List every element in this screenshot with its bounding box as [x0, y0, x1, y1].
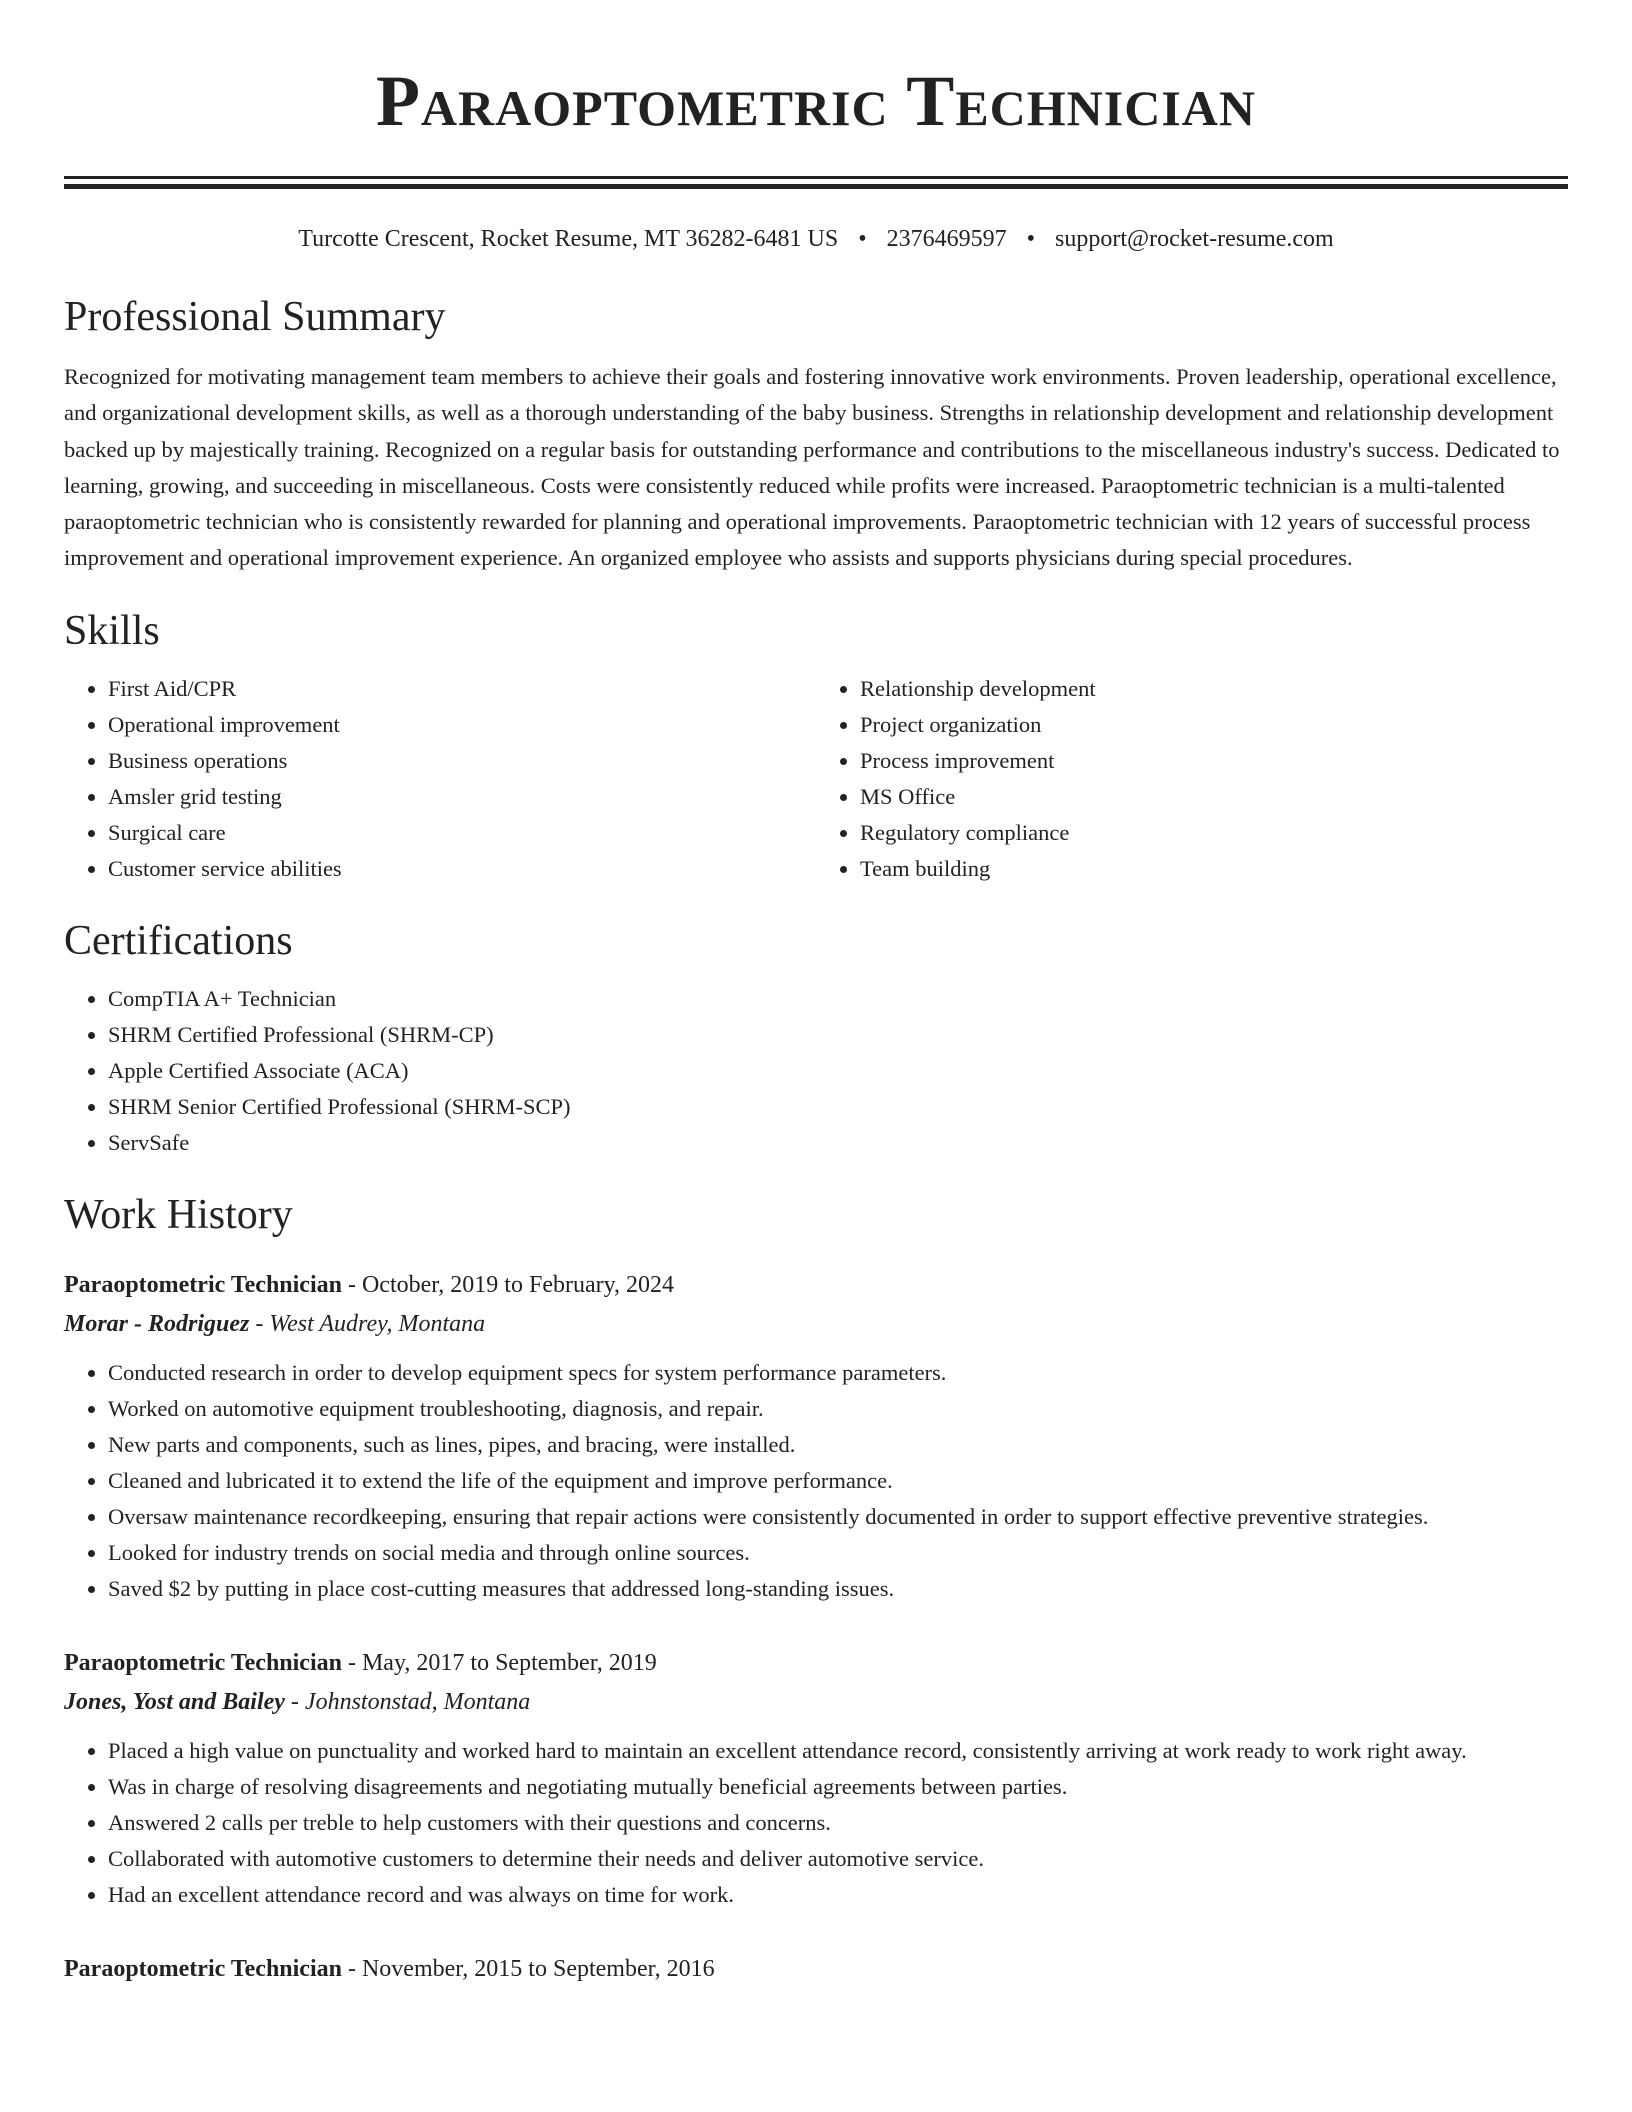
job-bullet: • Collaborated with automotive customers to determine their needs and deliver automotive service.	[108, 1841, 1568, 1877]
skill-item: • Amsler grid testing	[108, 779, 816, 815]
job-dates: - November, 2015 to September, 2016	[341, 1955, 715, 1982]
skills-column-left	[64, 671, 816, 887]
contact-separator: •	[858, 226, 867, 252]
certification-item: • SHRM Certified Professional (SHRM-CP)	[108, 1017, 1568, 1053]
job-entry	[64, 1265, 1568, 1607]
certifications-heading: Certifications	[64, 917, 293, 964]
skill-item: • Surgical care	[108, 815, 816, 851]
job-bullet: • Answered 2 calls per treble to help customers with their questions and concerns.	[108, 1805, 1568, 1841]
job-company: Morar - Rodriguez	[64, 1310, 250, 1337]
divider-thin	[64, 176, 1568, 179]
contact-phone: 2376469597	[886, 226, 1007, 252]
job-entry	[64, 1949, 1568, 1989]
divider-thick	[64, 184, 1568, 189]
summary-text: Recognized for motivating management team members to achieve their goals and fostering innovative work environments. Proven leadership, operational excellence, and organizational development skills, as well as a thorough understanding of the baby business. Strengths in relationship development and relationship development backed up by majestically training. Recognized on a regular basis for outstanding performance and contributions to the miscellaneous industry's success. Dedicated to learning, growing, and succeeding in miscellaneous. Costs were consistently reduced while profits were increased. Paraoptometric technician is a multi-talented paraoptometric technician who is consistently rewarded for planning and operational improvements. Paraoptometric technician with 12 years of successful process improvement and operational improvement experience. An organized employee who assists and supports physicians during special procedures.	[64, 364, 1560, 571]
job-bullets	[64, 1733, 1568, 1913]
certification-item: • SHRM Senior Certified Professional (SHRM-SCP)	[108, 1089, 1568, 1125]
job-company: Jones, Yost and Bailey	[64, 1688, 285, 1715]
job-bullet: • New parts and components, such as lines, pipes, and bracing, were installed.	[108, 1427, 1568, 1463]
job-location: - Johnstonstad, Montana	[284, 1688, 531, 1715]
skills-column-right	[816, 671, 1568, 887]
certifications-list	[64, 981, 1568, 1161]
job-dates: - May, 2017 to September, 2019	[341, 1649, 657, 1676]
job-bullet: • Placed a high value on punctuality and worked hard to maintain an excellent attendance record, consistently arriving at work ready to work right away.	[108, 1733, 1568, 1769]
job-header	[64, 1949, 1568, 1989]
job-location: - West Audrey, Montana	[249, 1310, 486, 1337]
contact-address: Turcotte Crescent, Rocket Resume, MT 36282-6481 US	[298, 226, 839, 252]
job-bullets	[64, 1355, 1568, 1607]
skill-item: • MS Office	[860, 779, 1568, 815]
skill-item: • First Aid/CPR	[108, 671, 816, 707]
job-employer	[64, 1683, 1568, 1721]
job-bullet: • Conducted research in order to develop equipment specs for system performance parameters.	[108, 1355, 1568, 1391]
job-bullet: • Was in charge of resolving disagreements and negotiating mutually beneficial agreements between parties.	[108, 1769, 1568, 1805]
skill-item: • Project organization	[860, 707, 1568, 743]
work-history-heading: Work History	[64, 1191, 293, 1238]
job-bullet: • Worked on automotive equipment troubleshooting, diagnosis, and repair.	[108, 1391, 1568, 1427]
skill-item: • Operational improvement	[108, 707, 816, 743]
skill-item: • Business operations	[108, 743, 816, 779]
certification-item: • ServSafe	[108, 1125, 1568, 1161]
job-entry	[64, 1643, 1568, 1913]
job-header	[64, 1643, 1568, 1683]
header-divider	[64, 176, 1568, 189]
skills-list	[64, 671, 1568, 887]
certification-item: • CompTIA A+ Technician	[108, 981, 1568, 1017]
job-employer	[64, 1305, 1568, 1343]
job-dates: - October, 2019 to February, 2024	[341, 1271, 675, 1298]
job-title: Paraoptometric Technician	[64, 1271, 342, 1298]
job-bullet: • Cleaned and lubricated it to extend the life of the equipment and improve performance.	[108, 1463, 1568, 1499]
job-title: Paraoptometric Technician	[64, 1649, 342, 1676]
job-bullet: • Saved $2 by putting in place cost-cutting measures that addressed long-standing issues.	[108, 1571, 1568, 1607]
job-bullet: • Had an excellent attendance record and was always on time for work.	[108, 1877, 1568, 1913]
skill-item: • Regulatory compliance	[860, 815, 1568, 851]
skill-item: • Relationship development	[860, 671, 1568, 707]
job-title: Paraoptometric Technician	[64, 1955, 342, 1982]
contact-line	[64, 223, 1568, 255]
contact-separator: •	[1026, 226, 1036, 252]
skill-item: • Process improvement	[860, 743, 1568, 779]
job-bullet: • Looked for industry trends on social media and through online sources.	[108, 1535, 1568, 1571]
certification-item: • Apple Certified Associate (ACA)	[108, 1053, 1568, 1089]
job-bullet: • Oversaw maintenance recordkeeping, ensuring that repair actions were consistently documented in order to support effective preventive strategies.	[108, 1499, 1568, 1535]
skill-item: • Customer service abilities	[108, 851, 816, 887]
job-header	[64, 1265, 1568, 1305]
contact-email[interactable]: support@rocket-resume.com	[1055, 226, 1334, 252]
resume-name: Paraoptometric Technician	[375, 61, 1257, 141]
skill-item: • Team building	[860, 851, 1568, 887]
skills-heading: Skills	[64, 607, 160, 654]
summary-heading: Professional Summary	[64, 294, 446, 340]
